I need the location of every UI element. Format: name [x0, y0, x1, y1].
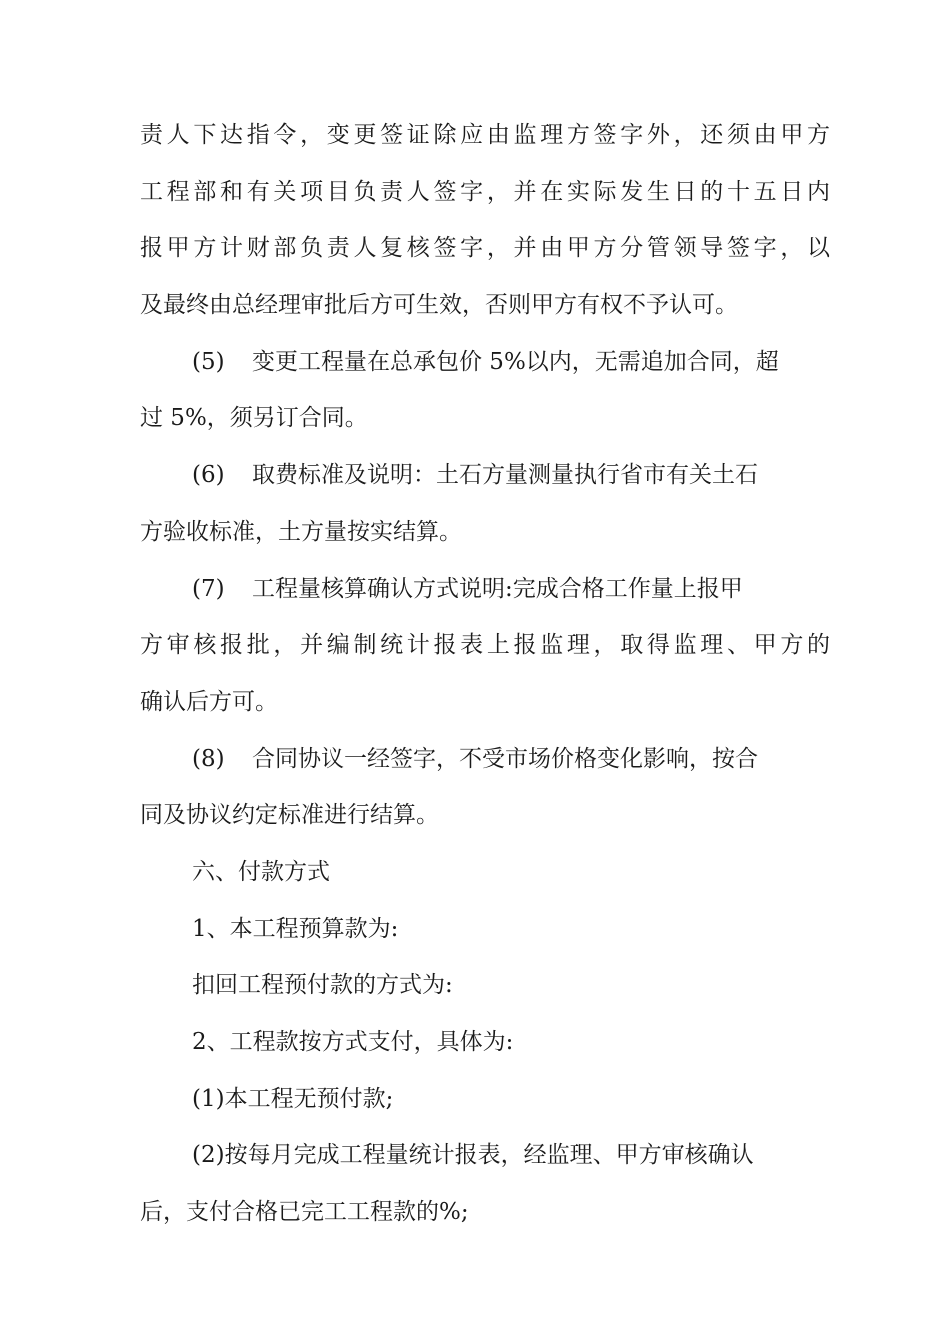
text-line [140, 447, 830, 504]
paragraph-budget [140, 901, 830, 958]
text-line [140, 561, 830, 618]
item-number: (6) [192, 462, 225, 489]
text-line [140, 334, 830, 391]
heading-line: 六、付款方式 [192, 858, 330, 885]
paragraph-payment-method [140, 1014, 830, 1071]
text-line: (2)按每月完成工程量统计报表，经监理、甲方审核确认 [192, 1142, 754, 1169]
paragraph-monthly-payment [140, 1127, 830, 1240]
text-line: 工程部和有关项目负责人签字，并在实际发生日的十五日内 [140, 178, 830, 205]
text-line: 及最终由总经理审批后方可生效，否则甲方有权不予认可。 [140, 292, 738, 319]
text-line: 方审核报批，并编制统计报表上报监理，取得监理、甲方的 [140, 632, 830, 659]
text-line: 扣回工程预付款的方式为: [192, 972, 453, 999]
paragraph-item-6 [140, 447, 830, 560]
paragraph-item-7 [140, 561, 830, 731]
section-heading-payment [140, 844, 830, 901]
paragraph-item-5 [140, 334, 830, 447]
paragraph-item-8 [140, 731, 830, 844]
item-text: 取费标准及说明：土石方量测量执行省市有关土石 [252, 462, 758, 489]
item-number: (8) [192, 745, 225, 772]
document-body [140, 107, 830, 1241]
text-line: 报甲方计财部负责人复核签字，并由甲方分管领导签字，以 [140, 235, 830, 262]
paragraph-no-prepayment [140, 1071, 830, 1128]
text-line: 确认后方可。 [140, 688, 278, 715]
paragraph-prepayment-deduction [140, 957, 830, 1014]
item-text: 合同协议一经签字，不受市场价格变化影响，按合 [252, 745, 758, 772]
paragraph-change-signature [140, 107, 830, 334]
text-line: 责人下达指令，变更签证除应由监理方签字外，还须由甲方 [140, 122, 830, 148]
item-text: 变更工程量在总承包价 5%以内，无需追加合同，超 [252, 348, 779, 375]
text-line: 2、工程款按方式支付，具体为: [192, 1029, 514, 1055]
text-line: 过 5%，须另订合同。 [140, 405, 368, 432]
item-number: (7) [192, 575, 225, 602]
text-line: 后，支付合格已完工工程款的%; [140, 1199, 469, 1226]
text-line: 1、本工程预算款为: [192, 915, 399, 942]
text-line [140, 731, 830, 788]
item-number: (5) [192, 348, 225, 375]
text-line: 同及协议约定标准进行结算。 [140, 802, 439, 829]
item-text: 工程量核算确认方式说明:完成合格工作量上报甲 [252, 575, 743, 602]
text-line: (1)本工程无预付款; [192, 1085, 394, 1112]
text-line: 方验收标准，土方量按实结算。 [140, 518, 462, 545]
